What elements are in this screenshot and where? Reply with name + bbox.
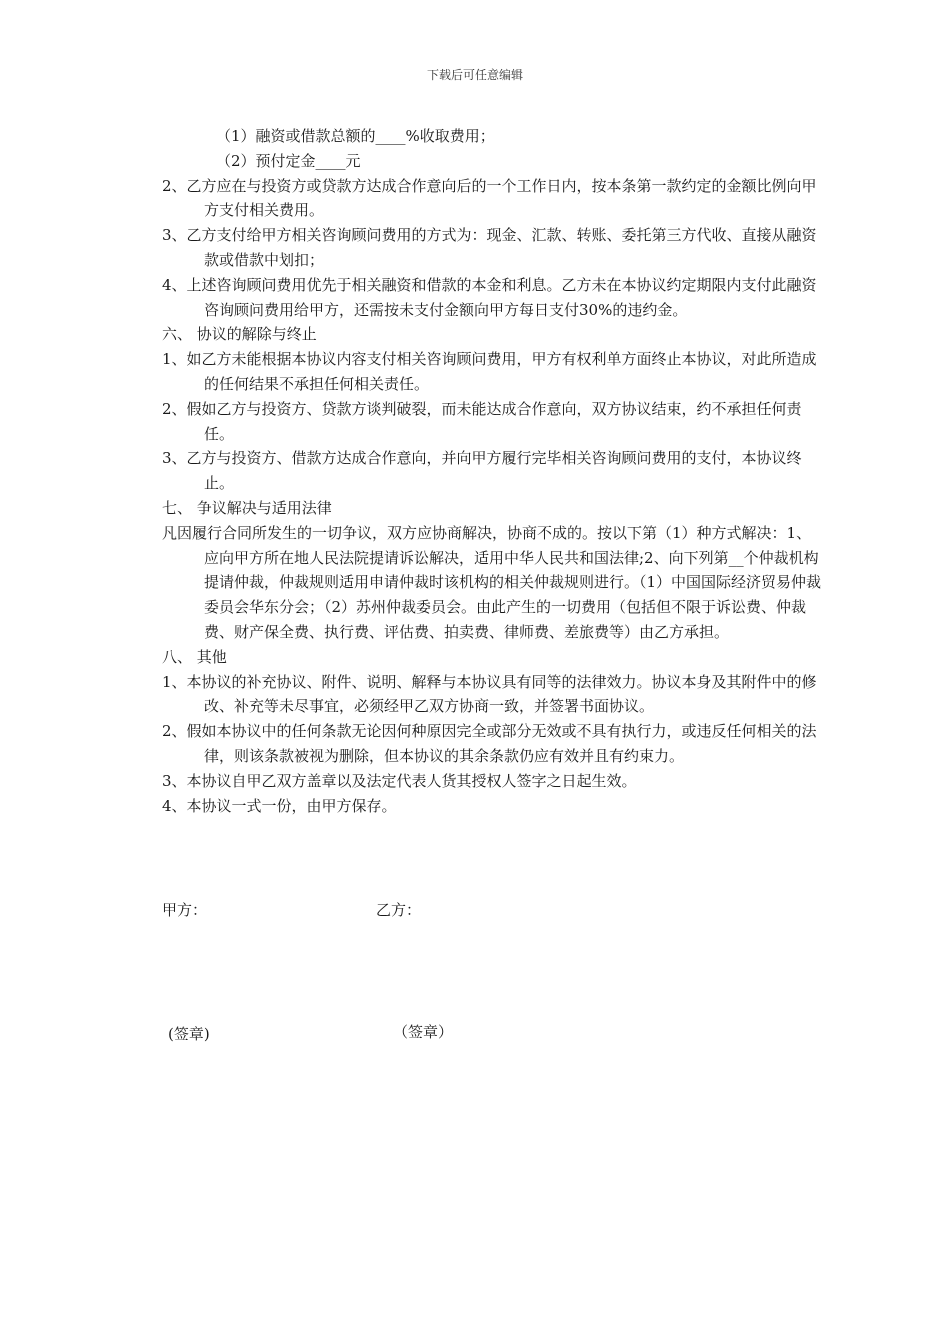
paragraph: 4、上述咨询顾问费用优先于相关融资和借款的本金和利息。乙方未在本协议约定期限内支付此融资咨询顾问费用给甲方，还需按未支付金额向甲方每日支付30%的违约金。 (162, 275, 817, 319)
paragraph: （1）融资或借款总额的____%收取费用； (216, 127, 495, 145)
paragraph: 4、本协议一式一份，由甲方保存。 (162, 796, 397, 815)
paragraph: 3、乙方支付给甲方相关咨询顾问费用的方式为：现金、汇款、转账、委托第三方代收、直接从融资款或借款中划扣； (162, 226, 817, 269)
paragraph: 3、乙方与投资方、借款方达成合作意向，并向甲方履行完毕相关咨询顾问费用的支付，本协议终止。 (162, 449, 802, 493)
party-a-seal: (签章) (168, 1025, 210, 1043)
party-b-seal: （签章） (393, 1023, 454, 1041)
party-a-label: 甲方： (162, 901, 208, 919)
party-b-label: 乙方： (376, 901, 422, 919)
paragraph: 七、 争议解决与适用法律 (162, 498, 332, 517)
paragraph: （2）预付定金____元 (216, 151, 361, 170)
paragraph: 凡因履行合同所发生的一切争议，双方应协商解决，协商不成的。按以下第（1）种方式解决：1、应向甲方所在地人民法院提请诉讼解决，适用中华人民共和国法律;2、向下列第__个仲裁机构提请仲裁，仲裁规则适用申请仲裁时该机构的相关仲裁规则进行。（1）中国国际经济贸易仲裁委员会华东分会；（2）苏州仲裁委员会。由此产生的一切费用（包括但不限于诉讼费、仲裁费、财产保全费、执行费、评估费、拍卖费、律师费、差旅费等）由乙方承担。 (162, 523, 822, 641)
paragraph: 八、 其他 (162, 647, 227, 666)
paragraph: 2、假如乙方与投资方、贷款方谈判破裂，而未能达成合作意向，双方协议结束，约不承担任何责任。 (162, 399, 802, 443)
page-header: 下载后可任意编辑 (426, 68, 523, 82)
paragraph: 1、如乙方未能根据本协议内容支付相关咨询顾问费用，甲方有权利单方面终止本协议，对此所造成的任何结果不承担任何相关责任。 (162, 350, 817, 393)
paragraph: 1、本协议的补充协议、附件、说明、解释与本协议具有同等的法律效力。协议本身及其附件中的修改、补充等未尽事宜，必须经甲乙双方协商一致，并签署书面协议。 (162, 672, 817, 716)
paragraph: 3、本协议自甲乙双方盖章以及法定代表人货其授权人签字之日起生效。 (162, 771, 637, 790)
paragraph: 2、假如本协议中的任何条款无论因何种原因完全或部分无效或不具有执行力，或违反任何相关的法律，则该条款被视为删除，但本协议的其余条款仍应有效并且有约束力。 (162, 722, 817, 765)
paragraph: 2、乙方应在与投资方或贷款方达成合作意向后的一个工作日内，按本条第一款约定的金额比例向甲方支付相关费用。 (162, 176, 817, 220)
paragraph: 六、 协议的解除与终止 (162, 325, 317, 344)
document-body (162, 124, 822, 818)
